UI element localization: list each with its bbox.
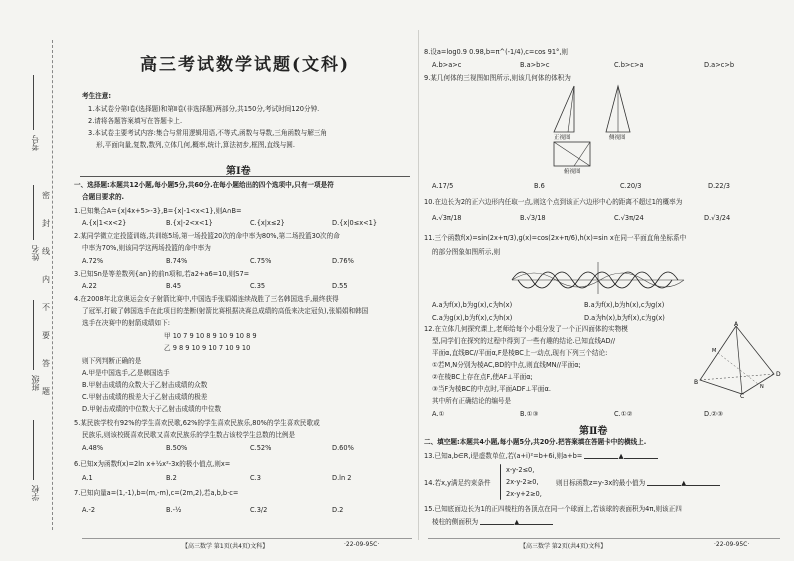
q1-option-b: B.{x|-2<x<1}: [166, 219, 213, 227]
footer-rule: [82, 538, 412, 539]
q2-option-a: A.72%: [82, 257, 104, 265]
q7-stem: 7.已知向量a=(1,-1),b=(m,-m),c=(2m,2),若a,b,b·c=: [74, 489, 239, 497]
q5-option-a: A.48%: [82, 444, 104, 452]
part-two-heading: 第Ⅱ卷: [579, 426, 608, 437]
q4-stem: 选手在决赛中的射箭成绩如下:: [82, 319, 170, 327]
q9-option-d: D.22/3: [708, 182, 730, 190]
q12-stem: 型,同学们在探究的过程中得到了一些有趣的结论.已知直线AD//: [432, 337, 616, 345]
notice-line: 1.本试卷分第Ⅰ卷(选择题)和第Ⅱ卷(非选择题)两部分,共150分,考试时间120分钟.: [88, 105, 320, 113]
exam-number-line: [33, 75, 34, 130]
svg-text:C: C: [740, 393, 745, 400]
exam-title: 高三考试数学试题(文科): [140, 55, 351, 75]
seal-char: 内: [42, 275, 50, 284]
q4-choice-c: C.甲射击成绩的极差大于乙射击成绩的极差: [82, 393, 208, 401]
svg-text:N: N: [760, 384, 764, 390]
q12-stem: 平面α,直线BC//平面α,F是棱BC上一动点,现有下列三个结论:: [432, 349, 608, 357]
section-intro: 合题目要求的.: [82, 193, 125, 201]
divider: [80, 176, 410, 177]
q2-stem: 中率为70%,则该同学这两场投篮的命中率为: [82, 244, 211, 252]
q15-stem: 棱柱的侧面积为 ▲: [432, 518, 553, 526]
q12-option-c: C.①②: [614, 410, 633, 418]
notice-heading: 考生注意:: [82, 92, 112, 100]
q3-option-a: A.22: [82, 282, 97, 290]
q1-option-a: A.{x|1<x<2}: [82, 219, 127, 227]
q10-option-c: C.√3π/24: [614, 214, 644, 222]
q3-stem: 3.已知Sn是等差数列{an}的前n项和,若a2+a6=10,则S7=: [74, 270, 250, 278]
q11-option-a: A.a为f(x),b为g(x),c为h(x): [432, 301, 513, 309]
q11-stem: 11.三个函数f(x)=sin(2x+π/3),g(x)=cos(2x+π/6),h(x)=sin x在同一平面直角坐标系中: [424, 234, 687, 242]
q13-stem: 13.已知a,b∈R,i是虚数单位,若(a+i)²=b+6i,则a+b= ▲: [424, 452, 658, 460]
answer-blank[interactable]: [519, 518, 553, 525]
q14-constraint: x-y-2≤0,: [506, 466, 535, 474]
binding-margin: [0, 0, 64, 561]
q5-stem: 5.某民族学校有92%的学生喜欢民歌,62%的学生喜欢民族乐,80%的学生喜欢民歌或: [74, 419, 320, 427]
footer-page-label: 【高三数学 第1页(共4页)文科】: [182, 543, 269, 550]
q12-tetrahedron-figure: [694, 322, 780, 398]
footer-page-label: 【高三数学 第2页(共4页)文科】: [520, 543, 607, 550]
q8-option-a: A.b>a>c: [432, 61, 462, 69]
class-line: [33, 300, 34, 370]
seal-char: 答: [42, 359, 50, 368]
q5-option-b: B.50%: [166, 444, 188, 452]
q5-stem: 民族乐,则该校既喜欢民歌又喜欢民族乐的学生数占该校学生总数的比例是: [82, 431, 296, 439]
q10-option-b: B.√3/18: [520, 214, 546, 222]
q8-option-c: C.b>c>a: [614, 61, 644, 69]
q11-option-d: D.a为h(x),b为f(x),c为g(x): [584, 314, 665, 322]
q6-option-b: B.2: [166, 474, 177, 482]
q6-option-d: D.ln 2: [332, 474, 352, 482]
q9-option-a: A.17/5: [432, 182, 454, 190]
q4-choice-b: B.甲射击成绩的众数大于乙射击成绩的众数: [82, 381, 208, 389]
exam-number-label: 考号: [31, 135, 40, 151]
brace: [500, 464, 501, 500]
section-intro: 一、选择题:本题共12小题,每小题5分,共60分.在每小题给出的四个选项中,只有一项是符: [74, 181, 334, 189]
q6-option-c: C.3: [250, 474, 261, 482]
part-one-heading: 第Ⅰ卷: [226, 166, 251, 177]
seal-char: 密: [42, 191, 50, 200]
q8-option-b: B.a>b>c: [520, 61, 550, 69]
answer-blank[interactable]: [647, 479, 681, 486]
answer-blank[interactable]: [584, 452, 618, 459]
q7-option-b: B.-½: [166, 506, 182, 514]
q11-option-c: C.a为g(x),b为f(x),c为h(x): [432, 314, 513, 322]
q12-question: 其中所有正确结论的编号是: [432, 397, 512, 405]
q10-stem: 10.在边长为2的正六边形内任取一点,则这个点到该正六边形中心的距离不超过1的概率为: [424, 198, 683, 206]
front-view-label: 正视图: [554, 135, 571, 141]
q1-option-d: D.{x|0≤x<1}: [332, 219, 378, 227]
q1-stem: 1.已知集合A={x|4x+5>-3},B={x|-1<x<1},则A∩B=: [74, 207, 242, 215]
q4-choice-d: D.甲射击成绩的中位数大于乙射击成绩的中位数: [82, 405, 222, 413]
school-label: 学校: [31, 485, 40, 501]
q7-option-d: D.2: [332, 506, 344, 514]
q2-stem: 2.某同学微立定投篮训练,共训练5场,第一场投篮20次的命中率为80%,第二场投篮30次的命: [74, 232, 340, 240]
answer-blank[interactable]: [686, 479, 720, 486]
q10-option-d: D.√3/24: [704, 214, 731, 222]
class-label: 班级: [31, 375, 40, 391]
q12-conclusion-3: ③当F为棱BC的中点时,平面ADF⊥平面α.: [432, 385, 551, 393]
footer-code: ·22-09-95C·: [714, 541, 750, 548]
q14-constraint: 2x-y-2≥0,: [506, 478, 539, 486]
q12-conclusion-1: ①若M,N分别为棱AC,BD的中点,则直线MN//平面α;: [432, 361, 581, 369]
notice-line: 形,平面向量,复数,数列,立体几何,概率,统计,算法初步,框图,直线与圆.: [96, 141, 295, 149]
q5-option-d: D.60%: [332, 444, 354, 452]
q1-option-c: C.{x|x≤2}: [250, 219, 285, 227]
q9-option-b: B.6: [534, 182, 545, 190]
q6-stem: 6.已知x为函数f(x)=2ln x+½x²-3x的极小值点,则x=: [74, 460, 231, 468]
q4-row-yi: 乙 9 8 9 10 9 10 7 10 9 10: [164, 344, 251, 352]
q7-option-a: A.-2: [82, 506, 96, 514]
q7-option-c: C.3/2: [250, 506, 268, 514]
seal-char: 题: [42, 387, 50, 396]
q9-option-c: C.20/3: [620, 182, 642, 190]
school-line: [33, 420, 34, 480]
q14-lead: 14.若x,y满足约束条件: [424, 479, 491, 487]
notice-line: 3.本试卷主要考试内容:集合与常用逻辑用语,不等式,函数与导数,三角函数与解三角: [88, 129, 327, 137]
q8-stem: 8.设a=log0.9 0.98,b=π^(-1/4),c=cos 91°,则: [424, 48, 569, 56]
side-view-label: 侧视图: [609, 135, 626, 141]
q11-function-graph: [512, 260, 688, 296]
part-two-intro: 二、填空题:本题共4小题,每小题5分,共20分.把答案填在答题卡中的横线上.: [424, 438, 647, 446]
q4-stem: 4.在2008年北京奥运会女子射箭比赛中,中国选手张娟娟连续战胜了三名韩国选手,最终获得: [74, 295, 339, 303]
seal-char: 不: [42, 303, 50, 312]
q10-option-a: A.√3π/18: [432, 214, 462, 222]
blank-marker: ▲: [681, 479, 687, 487]
svg-text:A: A: [734, 321, 739, 328]
blank-marker: ▲: [514, 518, 520, 526]
q5-option-c: C.52%: [250, 444, 272, 452]
binding-line: [52, 40, 53, 530]
q6-option-a: A.1: [82, 474, 93, 482]
seal-char: 线: [42, 247, 50, 256]
q2-option-c: C.75%: [250, 257, 272, 265]
q2-option-d: D.76%: [332, 257, 354, 265]
footer-code: ·22-09-95C·: [344, 541, 380, 548]
notice-line: 2.请将各题答案填写在答题卡上.: [88, 117, 183, 125]
footer-rule: [428, 538, 780, 539]
q11-option-b: B.a为f(x),b为h(x),c为g(x): [584, 301, 665, 309]
name-label: 姓名: [31, 245, 40, 261]
q3-option-b: B.45: [166, 282, 182, 290]
q12-option-b: B.①③: [520, 410, 539, 418]
q12-conclusion-2: ②在棱BC上存在点F,使AF⊥平面α;: [432, 373, 533, 381]
answer-blank[interactable]: [624, 452, 658, 459]
q3-option-d: D.55: [332, 282, 348, 290]
blank-marker: ▲: [618, 452, 624, 460]
q4-stem: 了冠军,打破了韩国选手在此项目的垄断(射箭比赛根据决赛总成绩的高低来决定冠负),张娟娟和韩国: [82, 307, 369, 315]
q4-judge: 则下列判断正确的是: [82, 357, 142, 365]
seal-char: 封: [42, 219, 50, 228]
answer-blank[interactable]: [480, 518, 514, 525]
top-view-label: 俯视图: [564, 169, 581, 175]
page-divider: [418, 30, 419, 540]
seal-char: 要: [42, 331, 50, 340]
q3-option-c: C.35: [250, 282, 266, 290]
svg-text:M: M: [712, 348, 717, 354]
q8-option-d: D.a>c>b: [704, 61, 735, 69]
q9-stem: 9.某几何体的三视图如图所示,则该几何体的体积为: [424, 74, 571, 82]
q4-choice-a: A.甲是中国选手,乙是韩国选手: [82, 369, 170, 377]
q4-row-jia: 甲 10 7 9 10 8 9 10 9 10 8 9: [164, 332, 257, 340]
q14-tail: 则目标函数z=y-3x的最小值为 ▲: [556, 479, 720, 487]
q15-stem: 15.已知底面边长为1的正四棱柱的各顶点在同一个球面上,若该球的表面积为4π,则该正四: [424, 505, 682, 513]
q2-option-b: B.74%: [166, 257, 188, 265]
q9-three-views-figure: [544, 84, 654, 176]
q11-stem: 的部分图象如图所示,则: [432, 248, 501, 256]
svg-text:D: D: [776, 371, 781, 378]
name-line: [33, 185, 34, 240]
q12-stem: 12.在立体几何探究课上,老师给每个小组分发了一个正四面体的实物模: [424, 325, 628, 333]
svg-text:B: B: [694, 379, 699, 386]
q12-option-a: A.①: [432, 410, 445, 418]
q12-option-d: D.②③: [704, 410, 723, 418]
q14-constraint: 2x-y+2≥0,: [506, 490, 542, 498]
